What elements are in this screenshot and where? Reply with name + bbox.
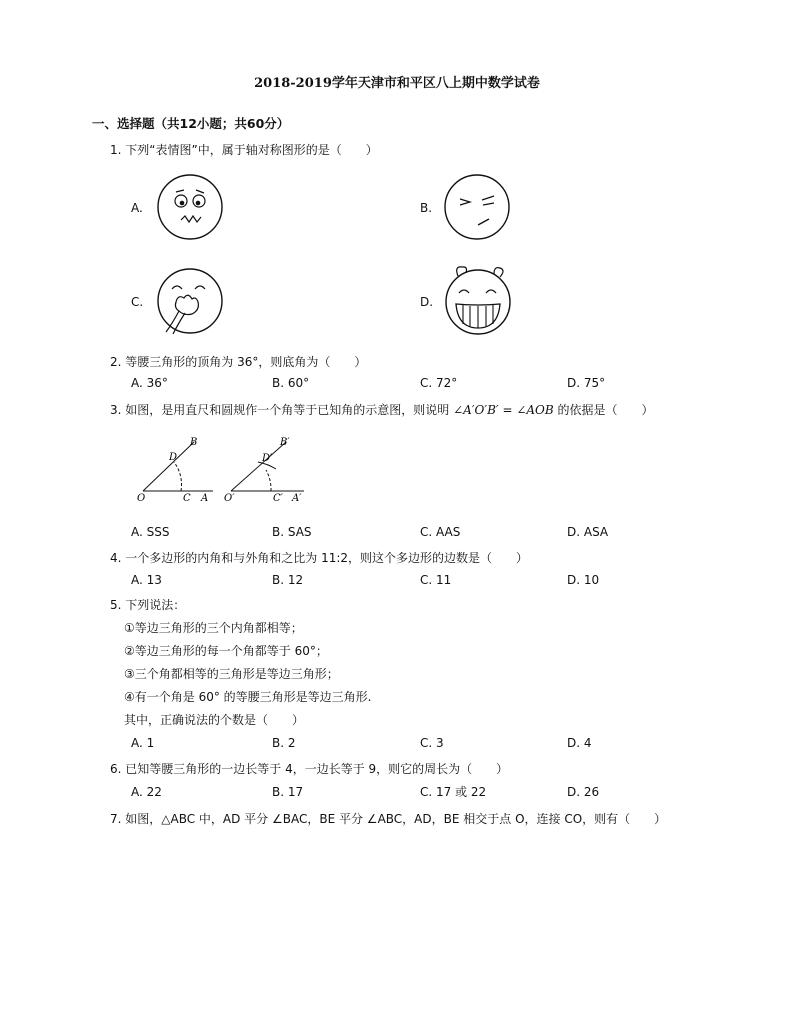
option-d[interactable]: D. 75° (567, 376, 606, 390)
question-stem: 4. 一个多边形的内角和与外角和之比为 11:2，则这个多边形的边数是（ ） (110, 551, 529, 565)
option-b[interactable]: B. 17 (272, 785, 304, 799)
option-a[interactable]: A. SSS (131, 525, 170, 539)
question-stem: 6. 已知等腰三角形的一边长等于 4，一边长等于 9，则它的周长为（ ） (110, 762, 509, 776)
option-c-label[interactable]: C. (131, 295, 144, 309)
angle-figure-constructed (226, 436, 312, 504)
grinning-face-icon[interactable] (442, 262, 514, 338)
stem-math: ∠A′O′B′ = ∠AOB (453, 403, 554, 417)
hand-over-mouth-face-icon[interactable] (154, 266, 226, 338)
section-header: 一、选择题（共12小题；共60分） (92, 116, 290, 131)
label-c: C (183, 493, 191, 504)
statement-4: ④有一个角是 60° 的等腰三角形是等边三角形. (124, 690, 372, 704)
angle-figure-original (138, 436, 218, 504)
question-stem: 2. 等腰三角形的顶角为 36°，则底角为（ ） (110, 355, 367, 369)
option-d[interactable]: D. 26 (567, 785, 600, 799)
option-d[interactable]: D. 10 (567, 573, 600, 587)
option-a-label[interactable]: A. (131, 201, 143, 215)
question-stem: 5. 下列说法： (110, 598, 186, 612)
option-a[interactable]: A. 36° (131, 376, 168, 390)
label-d: D (169, 452, 178, 463)
worried-face-icon[interactable] (156, 172, 226, 242)
label-a: A (201, 493, 209, 504)
option-d[interactable]: D. 4 (567, 736, 592, 750)
option-c[interactable]: C. 17 或 22 (420, 785, 487, 799)
option-b[interactable]: B. 2 (272, 736, 296, 750)
option-b[interactable]: B. 12 (272, 573, 304, 587)
option-d[interactable]: D. ASA (567, 525, 609, 539)
option-a[interactable]: A. 22 (131, 785, 162, 799)
label-d-prime: D′ (262, 453, 273, 464)
question-stem: 7. 如图，△ABC 中，AD 平分 ∠BAC，BE 平分 ∠ABC，AD，BE 相交于点 O，连接 CO，则有（ ） (110, 812, 667, 826)
question-stem: 1. 下列“表情图”中，属于轴对称图形的是（ ） (110, 143, 378, 157)
label-b-prime: B′ (280, 437, 290, 448)
question-tail: 其中，正确说法的个数是（ ） (124, 713, 305, 727)
stem-prefix: 3. 如图，是用直尺和圆规作一个角等于已知角的示意图，则说明 (110, 403, 454, 417)
label-b: B (190, 437, 198, 448)
option-d-label[interactable]: D. (420, 295, 434, 309)
label-o: O (137, 493, 146, 504)
option-c[interactable]: C. 72° (420, 376, 458, 390)
option-a[interactable]: A. 1 (131, 736, 155, 750)
option-b-label[interactable]: B. (420, 201, 433, 215)
page-title: 2018-2019学年天津市和平区八上期中数学试卷 (254, 76, 540, 91)
stem-suffix: 的依据是（ ） (553, 403, 654, 417)
statement-1: ①等边三角形的三个内角都相等； (124, 621, 303, 635)
option-c[interactable]: C. 3 (420, 736, 444, 750)
statement-3: ③三个角都相等的三角形是等边三角形； (124, 667, 339, 681)
option-b[interactable]: B. 60° (272, 376, 310, 390)
option-c[interactable]: C. AAS (420, 525, 461, 539)
question-stem (110, 402, 654, 418)
option-b[interactable]: B. SAS (272, 525, 312, 539)
label-a-prime: A′ (292, 493, 302, 504)
option-a[interactable]: A. 13 (131, 573, 162, 587)
option-c[interactable]: C. 11 (420, 573, 452, 587)
label-c-prime: C′ (273, 493, 283, 504)
statement-2: ②等边三角形的每一个角都等于 60°； (124, 644, 328, 658)
smirk-face-icon[interactable] (442, 172, 512, 242)
label-o-prime: O′ (224, 493, 235, 504)
